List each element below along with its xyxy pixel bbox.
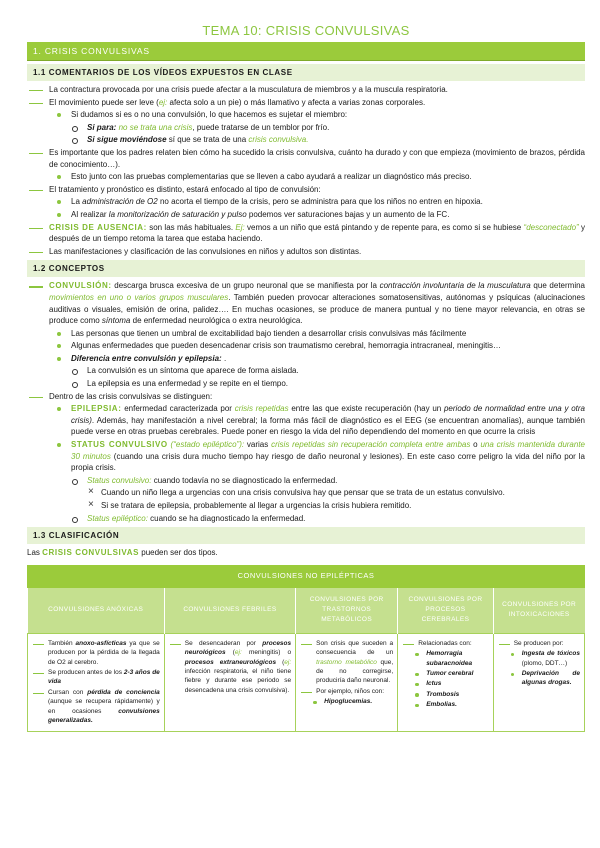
list-item: Al realizar la monitorización de saturación y pulso podemos ver saturaciones bajas y un aumento de la FC. bbox=[27, 209, 585, 221]
list-item: La contractura provocada por una crisis puede afectar a la musculatura de miembros y a la muscula respiratoria. bbox=[27, 84, 585, 96]
list-item: La administración de O2 no acorta el tiempo de la crisis, pero se administra para que los niños no entren en hipoxia. bbox=[27, 196, 585, 208]
list-item: La convulsión es un síntoma que aparece de forma aislada. bbox=[27, 365, 585, 377]
classification-intro: Las CRISIS CONVULSIVAS pueden ser dos tipos. bbox=[27, 548, 218, 558]
list-item: Las manifestaciones y clasificación de las convulsiones en niños y adultos son distintas. bbox=[27, 246, 585, 258]
list-item: La epilepsia es una enfermedad y se repite en el tiempo. bbox=[27, 378, 585, 390]
list-item-epilepsia: EPILEPSIA: enfermedad caracterizada por crisis repetidas entre las que existe recuperación (hay un periodo de normalidad entre una y otra crisis). Además, hay manifestación a nivel cerebral; la forma más fácil de diagnóstico es el EEG (se encuentran anomalías), aunque también puede verse en otras pruebas cerebrales. Puede poner en riesgo la vida del niño dependiendo del momento en que ocurre la crisis bbox=[27, 403, 585, 438]
list-item: Diferencia entre convulsión y epilepsia: . bbox=[27, 353, 585, 365]
list-item: Si dudamos si es o no una convulsión, lo que hacemos es sujetar el miembro: bbox=[27, 109, 585, 121]
subsection-heading-1-1: 1.1 COMENTARIOS DE LOS VÍDEOS EXPUESTOS EN CLASE bbox=[27, 64, 585, 81]
classification-table bbox=[27, 565, 585, 732]
table-title: CONVULSIONES NO EPILÉPTICAS bbox=[28, 565, 585, 587]
subsection-heading-1-2: 1.2 CONCEPTOS bbox=[27, 260, 585, 277]
table-cell-metabolicos: Son crisis que suceden a consecuencia de un trastorno metabólico que, de no corregirse, produciría daño neuronal. Por ejemplo, niños con: Hipoglucemias. bbox=[296, 633, 398, 731]
list-item: Esto junto con las pruebas complementarias que se lleven a cabo ayudará a realizar un diagnóstico más preciso. bbox=[27, 171, 585, 183]
document-title: TEMA 10: CRISIS CONVULSIVAS bbox=[202, 23, 410, 38]
list-item: Status convulsivo: cuando todavía no se diagnosticado la enfermedad. bbox=[27, 475, 585, 487]
list-item: Las personas que tienen un umbral de excitabilidad bajo tienden a desarrollar crisis convulsivas más fácilmente bbox=[27, 328, 585, 340]
table-header: CONVULSIONES POR PROCESOS CEREBRALES bbox=[398, 587, 494, 633]
list-item: Si para: no se trata una crisis, puede tratarse de un temblor por frío. bbox=[27, 122, 585, 134]
list-item-convulsion: CONVULSIÓN: descarga brusca excesiva de un grupo neuronal que se manifiesta por la contracción involuntaria de la musculatura que determina movimientos en uno o varios grupos musculares. También pueden provocar alteraciones somatosensitivas, autónomas y psíquicas (alucinaciones auditivas o visuales, emisión de orina, palidez…. En muchas ocasiones, se produce de manera puntual y no tiene mayor relevancia, en otras se produce como síntoma de enfermedad neurológica o extra neurológica. bbox=[27, 280, 585, 326]
section-heading-1: 1. CRISIS CONVULSIVAS bbox=[27, 42, 585, 61]
list-item: El tratamiento y pronóstico es distinto, estará enfocado al tipo de convulsión: bbox=[27, 184, 585, 196]
table-header: CONVULSIONES POR INTOXICACIONES bbox=[493, 587, 584, 633]
subsection-heading-1-3: 1.3 CLASIFICACIÓN bbox=[27, 527, 585, 544]
table-cell-febriles: Se desencaderan por procesos neurológicos (ej: meningitis) o procesos extraneurológicos (ej: infección respiratoria, el niño tiene fiebre y durante ese periodo se desencadena una crisis convulsiva). bbox=[164, 633, 295, 731]
list-item: × Cuando un niño llega a urgencias con una crisis convulsiva hay que pensar que se trata de un estatus convulsivo. bbox=[27, 487, 585, 499]
table-header: CONVULSIONES FEBRILES bbox=[164, 587, 295, 633]
list-item: Algunas enfermedades que pueden desencadenar crisis son traumatismo cerebral, hemorragia intracraneal, meningitis… bbox=[27, 340, 585, 352]
table-cell-intoxicaciones: Se producen por: Ingesta de tóxicos (plomo, DDT…) Deprivación de algunas drogas. bbox=[493, 633, 584, 731]
list-item: Dentro de las crisis convulsivas se distinguen: bbox=[27, 391, 585, 403]
list-item: Status epiléptico: cuando se ha diagnosticado la enfermedad. bbox=[27, 513, 585, 525]
table-cell-cerebrales: Relacionadas con: Hemorragia subaracnoidea Tumor cerebral Ictus Trombosis Embolias. bbox=[398, 633, 494, 731]
list-item: Es importante que los padres relaten bien cómo ha sucedido la crisis convulsiva, cuánto ha durado y con que empieza (movimiento de brazos, pérdida de conocimiento…). bbox=[27, 147, 585, 170]
table-header: CONVULSIONES POR TRASTORNOS METABÓLICOS bbox=[296, 587, 398, 633]
table-header: CONVULSIONES ANÓXICAS bbox=[28, 587, 165, 633]
list-item: El movimiento puede ser leve (ej: afecta solo a un pie) o más llamativo y afecta a varias zonas corporales. bbox=[27, 97, 585, 109]
table-cell-anoxicas: También anoxo-asfícticas ya que se producen por la pérdida de la llegada de O2 al cerebro. Se producen antes de los 2-3 años de vida Cursan con pérdida de conciencia (aunque se recupera rápidamente) y en ocasiones convulsiones generalizadas. bbox=[28, 633, 165, 731]
list-item-status: STATUS CONVULSIVO (“estado epiléptico”): varias crisis repetidas sin recuperación completa entre ambas o una crisis mantenida durante 30 minutos (cuando una crisis dura mucho tiempo hay riesgo de daño neuronal y lesiones). En este caso corre peligro la vida del niño por la propia crisis. bbox=[27, 439, 585, 474]
list-item: Si sigue moviéndose sí que se trata de una crisis convulsiva. bbox=[27, 134, 585, 146]
list-item: × Si se tratara de epilepsia, probablemente al llegar a urgencias la crisis hubiera remitido. bbox=[27, 500, 585, 512]
document-page bbox=[27, 0, 585, 732]
list-item: CRISIS DE AUSENCIA: son las más habituales. Ej: vemos a un niño que está pintando y de repente para, es como si se hubiese “desconectado” y después de un tiempo retoma la tarea que estaba haciendo. bbox=[27, 222, 585, 245]
